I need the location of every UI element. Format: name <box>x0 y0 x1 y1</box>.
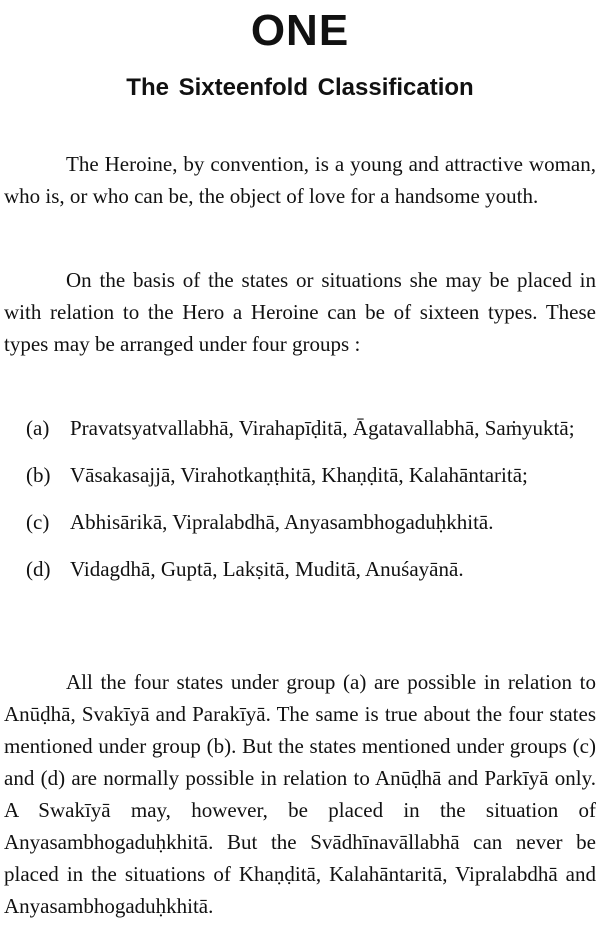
chapter-title: The Sixteenfold Classification <box>126 74 474 101</box>
group-item-b <box>0 459 600 491</box>
group-types: Abhisārikā, Vipralabdhā, Anyasambhogaduḥkhitā. <box>70 510 494 534</box>
group-item-c <box>0 506 600 538</box>
intro-paragraph: The Heroine, by convention, is a young and attractive woman, who is, or who can be, the object of love for a handsome youth. <box>4 152 596 208</box>
closing-paragraph: All the four states under group (a) are possible in relation to Anūḍhā, Svakīyā and Parakīyā. The same is true about the four states mentioned under group (b). But the states mentioned under groups (c) and (d) are normally possible in relation to Anūḍhā and Parkīyā only. A Swakīyā may, however, be placed in the situation of Anyasambhogaduḥkhitā. But the Svādhīnavāllabhā can never be placed in the situations of Khaṇḍitā, Kalahāntaritā, Vipralabdhā and Anyasambhogaduḥkhitā. <box>4 670 596 918</box>
group-marker: (d) <box>26 557 51 581</box>
group-list <box>0 412 600 600</box>
group-types: Pravatsyatvallabhā, Virahapīḍitā, Āgatavallabhā, Saṁyuktā; <box>70 416 575 440</box>
group-marker: (a) <box>26 416 50 440</box>
group-types: Vidagdhā, Guptā, Lakṣitā, Muditā, Anuśayānā. <box>70 557 464 581</box>
group-types: Vāsakasajjā, Virahotkaṇṭhitā, Khaṇḍitā, Kalahāntaritā; <box>70 463 528 487</box>
group-item-a <box>0 412 600 444</box>
basis-paragraph: On the basis of the states or situations she may be placed in with relation to the Hero a Heroine can be of sixteen types. These types may be arranged under four groups : <box>4 268 596 356</box>
group-marker: (b) <box>26 463 51 487</box>
chapter-number: ONE <box>250 6 350 55</box>
group-item-d <box>0 553 600 585</box>
group-marker: (c) <box>26 510 50 534</box>
